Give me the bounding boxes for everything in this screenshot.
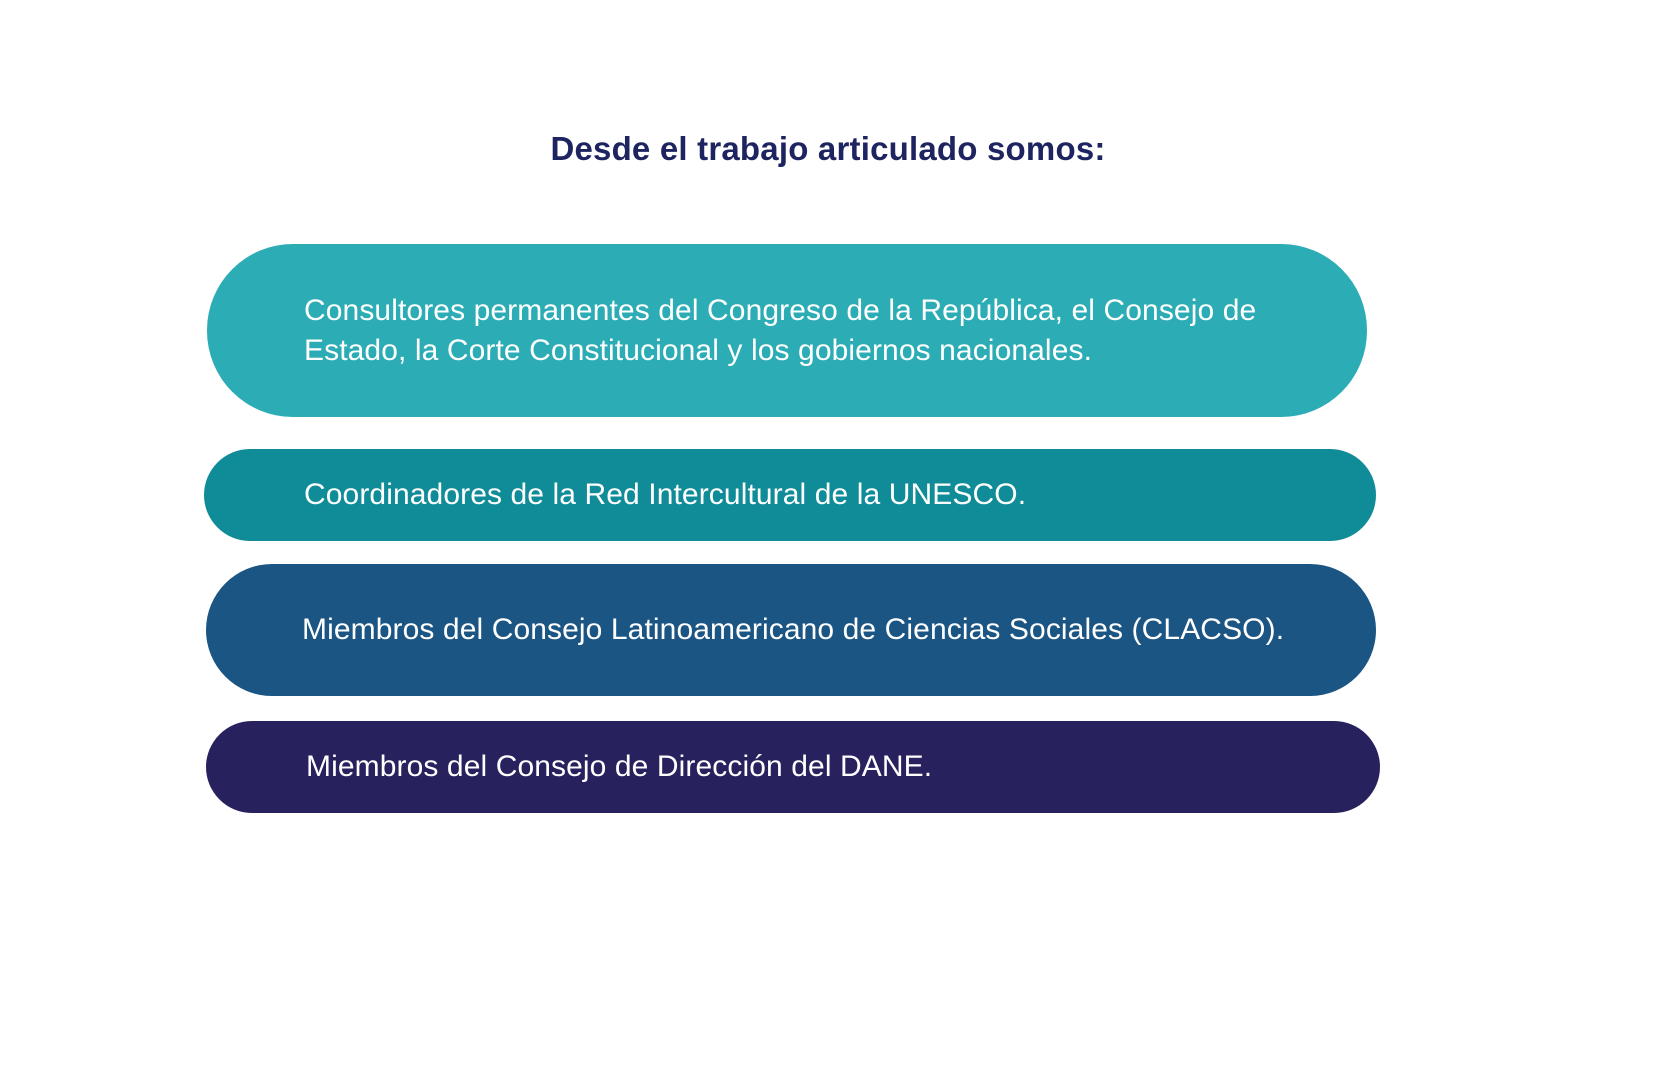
bar-label: Miembros del Consejo Latinoamericano de Ciencias Sociales (CLACSO). [302, 613, 1285, 647]
bar-label: Coordinadores de la Red Intercultural de la UNESCO. [304, 478, 1027, 512]
bar-label: Consultores permanentes del Congreso de la República, el Consejo de Estado, la Corte Constitucional y los gobiernos nacionales. [304, 293, 1257, 367]
bar-label: Miembros del Consejo de Dirección del DANE. [306, 750, 933, 784]
list-item [207, 244, 1367, 417]
list-item [206, 721, 1380, 813]
list-item [206, 564, 1376, 696]
list-item [204, 449, 1376, 541]
page-title: Desde el trabajo articulado somos: [550, 130, 1106, 167]
